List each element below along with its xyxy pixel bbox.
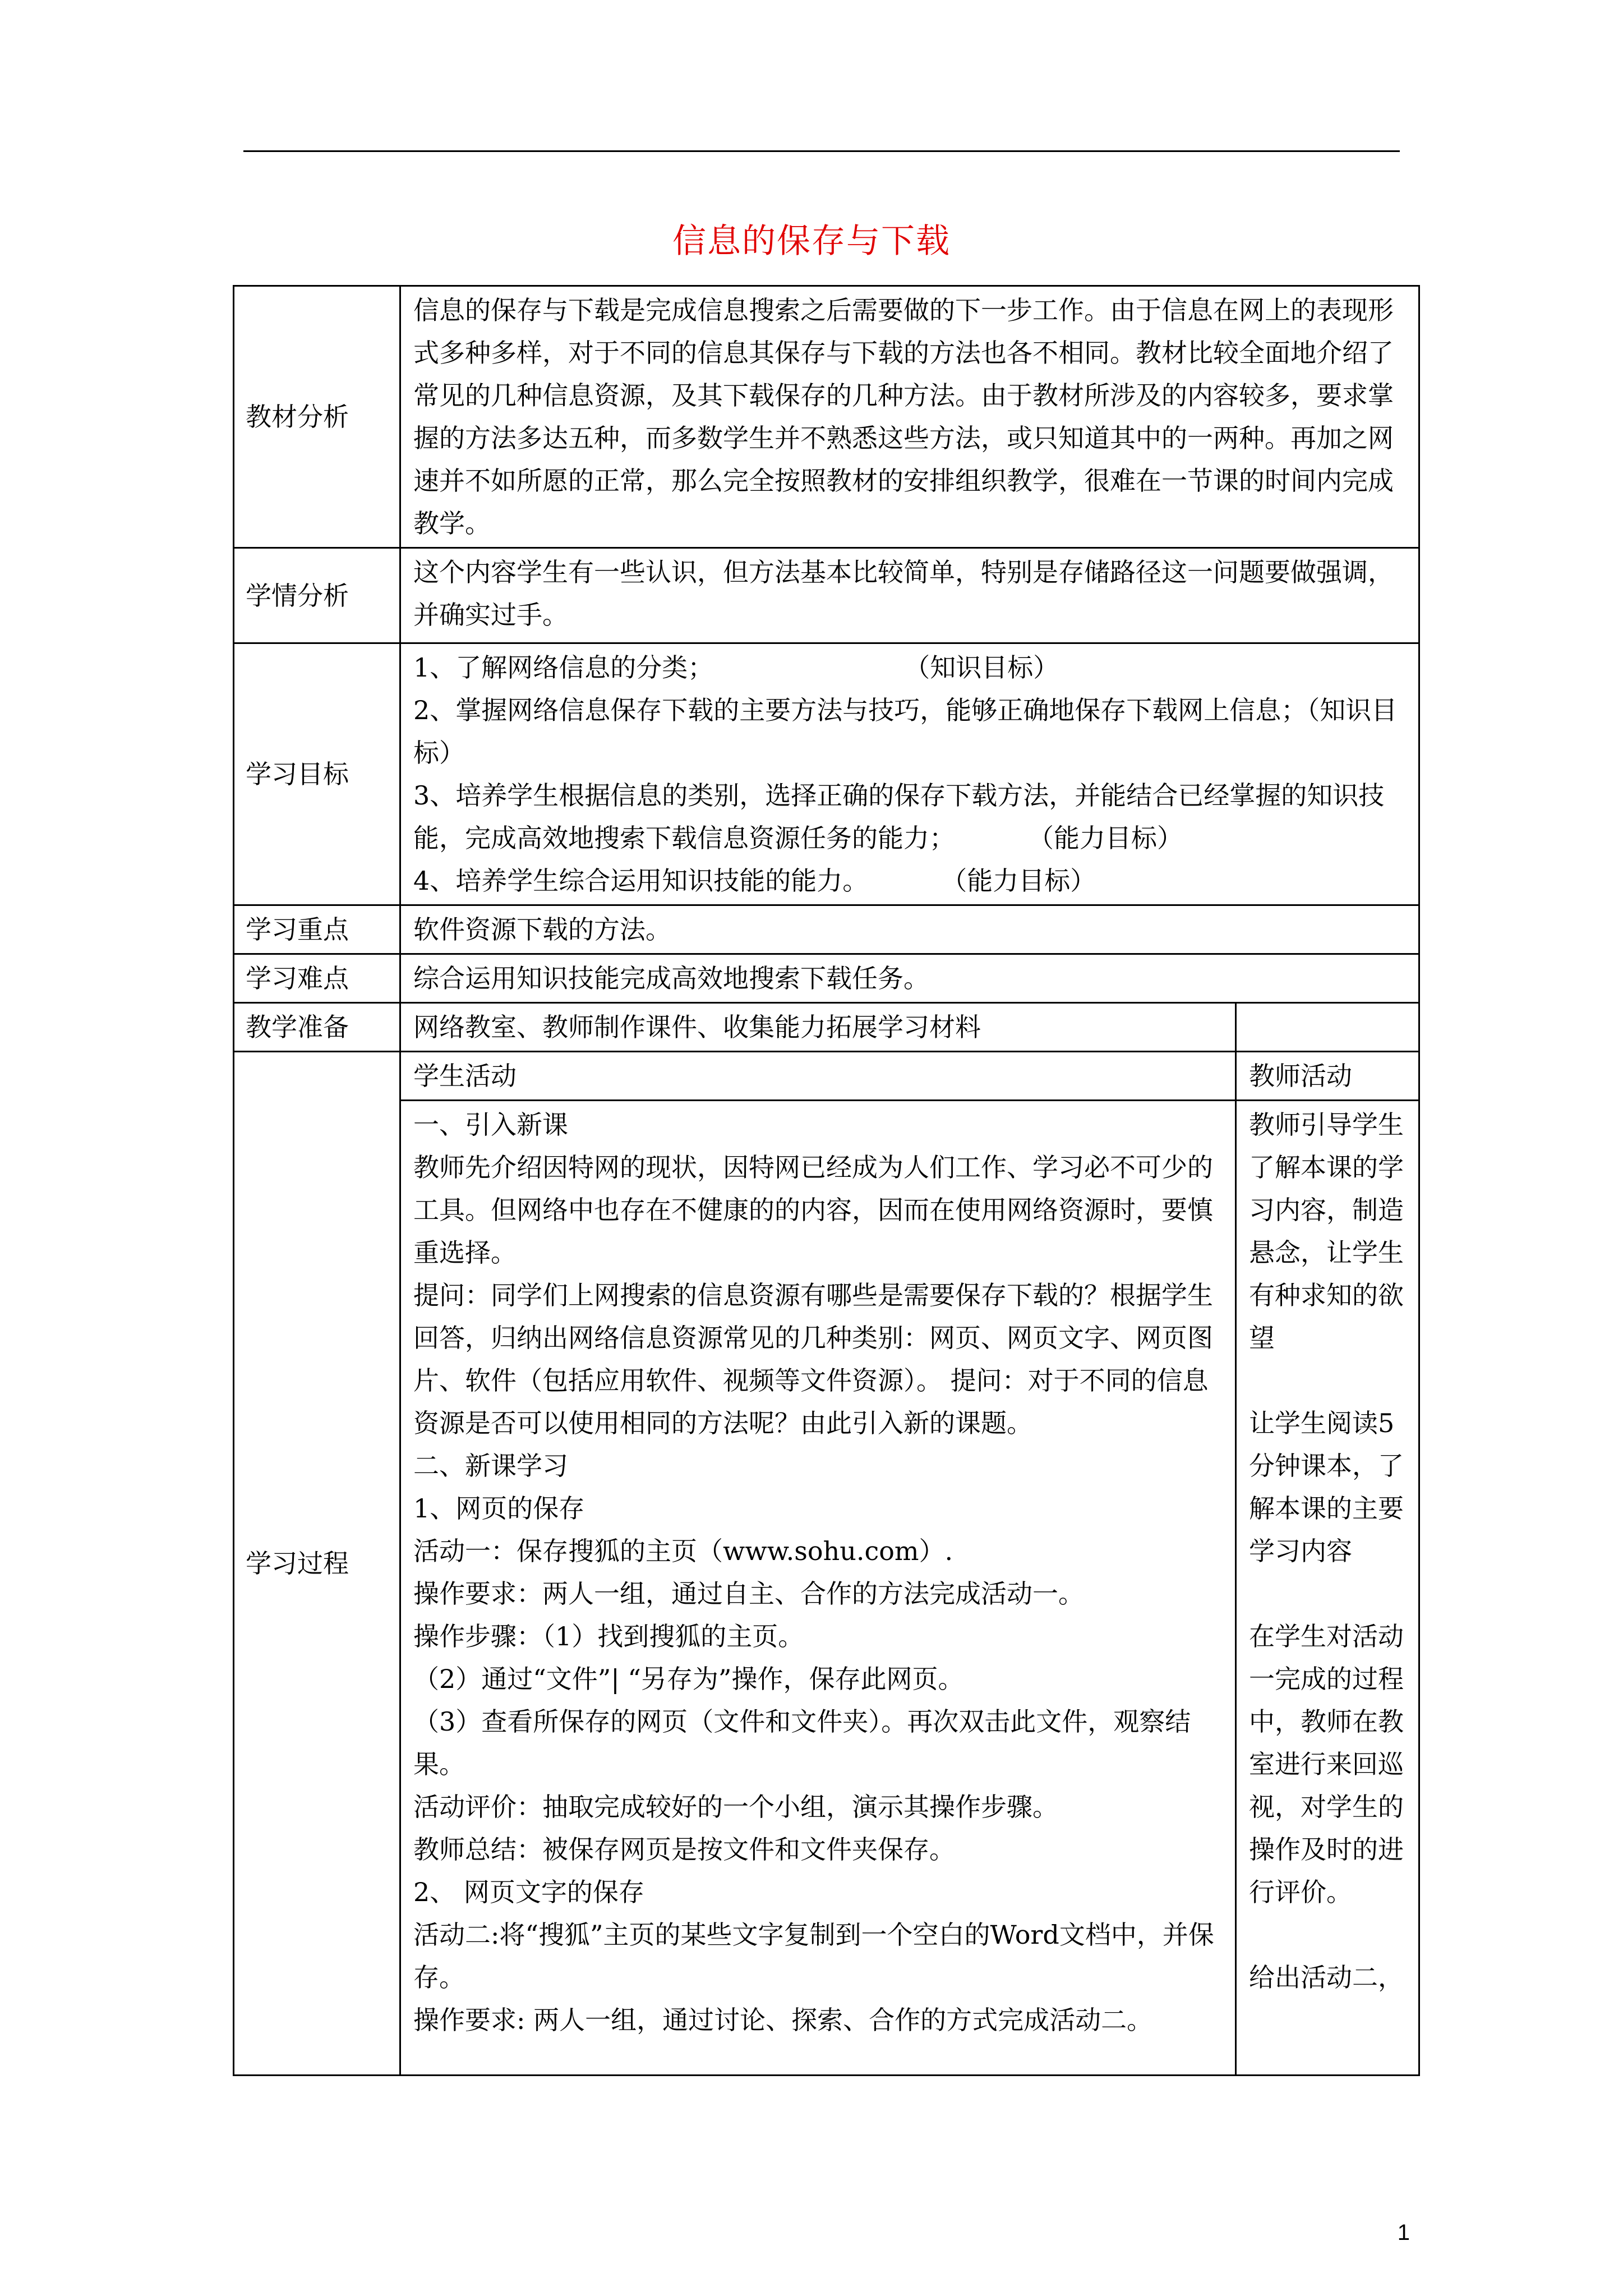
- activity-line: 活动一：保存搜狐的主页（www.sohu.com）.: [413, 1536, 953, 1566]
- row-material-analysis: [234, 286, 1419, 548]
- row-difficulty: [234, 954, 1419, 1003]
- activity-line: 2、 网页文字的保存: [413, 1877, 644, 1907]
- objective-target-tag: （能力目标）: [1028, 823, 1183, 853]
- objective-item: 3、培养学生根据信息的类别，选择正确的保存下载方法，并能结合已经掌握的知识技能，完成高效地搜索下载信息资源任务的能力； （能力目标）: [413, 774, 1412, 859]
- activity-line: 操作要求: 两人一组，通过讨论、探索、合作的方式完成活动二。: [413, 2005, 1153, 2035]
- activity-line: 操作要求：两人一组，通过自主、合作的方法完成活动一。: [413, 1579, 1084, 1609]
- activity-line: （3）查看所保存的网页（文件和文件夹）。再次双击此文件，观察结果。: [413, 1706, 1191, 1779]
- objective-target-tag: （知识目标）: [904, 652, 1059, 683]
- label-difficulty: 学习难点: [234, 954, 400, 1003]
- label-preparation: 教学准备: [234, 1003, 400, 1052]
- header-rule: [243, 150, 1400, 152]
- text-difficulty: 综合运用知识技能完成高效地搜索下载任务。: [400, 954, 1419, 1003]
- text-student-analysis: 这个内容学生有一些认识，但方法基本比较简单，特别是存储路径这一问题要做强调，并确实过手。: [400, 548, 1419, 643]
- header-student-activity: 学生活动: [400, 1052, 1236, 1101]
- activity-line: 活动二:将“搜狐”主页的某些文字复制到一个空白的Word文档中，并保存。: [413, 1920, 1214, 1993]
- activity-line: 教师先介绍因特网的现状，因特网已经成为人们工作、学习必不可少的工具。但网络中也存在不健康的的内容，因而在使用网络资源时，要慎重选择。: [413, 1152, 1213, 1268]
- activity-line: 操作步骤：（1）找到搜狐的主页。: [413, 1621, 804, 1651]
- label-learning-process: 学习过程: [234, 1052, 400, 2076]
- document-title: 信息的保存与下载: [672, 222, 951, 261]
- text-key-point: 软件资源下载的方法。: [400, 905, 1419, 954]
- label-student-analysis: 学情分析: [234, 548, 400, 643]
- objectives-cell: [400, 643, 1419, 905]
- lesson-plan-table: [233, 285, 1420, 2076]
- objective-item: 4、培养学生综合运用知识技能的能力。 （能力目标）: [413, 859, 1412, 902]
- empty-cell: [1236, 1003, 1419, 1052]
- activity-line: 活动评价：抽取完成较好的一个小组，演示其操作步骤。: [413, 1792, 1058, 1822]
- activity-line: （2）通过“文件”| “另存为”操作，保存此网页。: [413, 1664, 964, 1694]
- objective-target-tag: （能力目标）: [941, 866, 1096, 896]
- activity-line: 二、新课学习: [413, 1451, 568, 1481]
- row-process-content: [234, 1101, 1419, 2076]
- row-key-point: [234, 905, 1419, 954]
- teacher-note: 在学生对活动一完成的过程中，教师在教室进行来回巡视，对学生的操作及时的进行评价。: [1249, 1621, 1404, 1907]
- text-preparation: 网络教室、教师制作课件、收集能力拓展学习材料: [400, 1003, 1236, 1052]
- teacher-note: 给出活动二，: [1249, 1962, 1404, 1993]
- teacher-note: 教师引导学生了解本课的学习内容，制造悬念，让学生有种求知的欲望: [1249, 1110, 1404, 1353]
- label-material-analysis: 教材分析: [234, 286, 400, 548]
- activity-line: 1、网页的保存: [413, 1493, 585, 1524]
- text-material-analysis: 信息的保存与下载是完成信息搜索之后需要做的下一步工作。由于信息在网上的表现形式多种多样，对于不同的信息其保存与下载的方法也各不相同。教材比较全面地介绍了常见的几种信息资源，及其下载保存的几种方法。由于教材所涉及的内容较多，要求掌握的方法多达五种，而多数学生并不熟悉这些方法，或只知道其中的一两种。再加之网速并不如所愿的正常，那么完全按照教材的安排组织教学，很难在一节课的时间内完成教学。: [400, 286, 1419, 548]
- activity-line: 提问：同学们上网搜索的信息资源有哪些是需要保存下载的？根据学生回答，归纳出网络信息资源常见的几种类别：网页、网页文字、网页图片、软件（包括应用软件、视频等文件资源）。 提问：对于不同的信息资源是否可以使用相同的方法呢？由此引入新的课题。: [413, 1280, 1213, 1438]
- label-key-point: 学习重点: [234, 905, 400, 954]
- activity-line: 一、引入新课: [413, 1110, 568, 1140]
- row-student-analysis: [234, 548, 1419, 643]
- teacher-activity-cell: [1236, 1101, 1419, 2076]
- objective-item: 2、掌握网络信息保存下载的主要方法与技巧，能够正确地保存下载网上信息；（知识目标）: [413, 695, 1398, 768]
- row-learning-objectives: [234, 643, 1419, 905]
- row-process-header: [234, 1052, 1419, 1101]
- objective-item: 1、了解网络信息的分类； （知识目标）: [413, 646, 1412, 689]
- header-teacher-activity: 教师活动: [1236, 1052, 1419, 1101]
- page-number: 1: [1397, 2220, 1410, 2245]
- student-activity-cell: [400, 1101, 1236, 2076]
- teacher-note: 让学生阅读5分钟课本，了解本课的主要学习内容: [1249, 1408, 1404, 1566]
- activity-line: 教师总结：被保存网页是按文件和文件夹保存。: [413, 1834, 955, 1865]
- label-learning-objectives: 学习目标: [234, 643, 400, 905]
- row-preparation: [234, 1003, 1419, 1052]
- objective-target-tag: （知识目标）: [413, 695, 1398, 768]
